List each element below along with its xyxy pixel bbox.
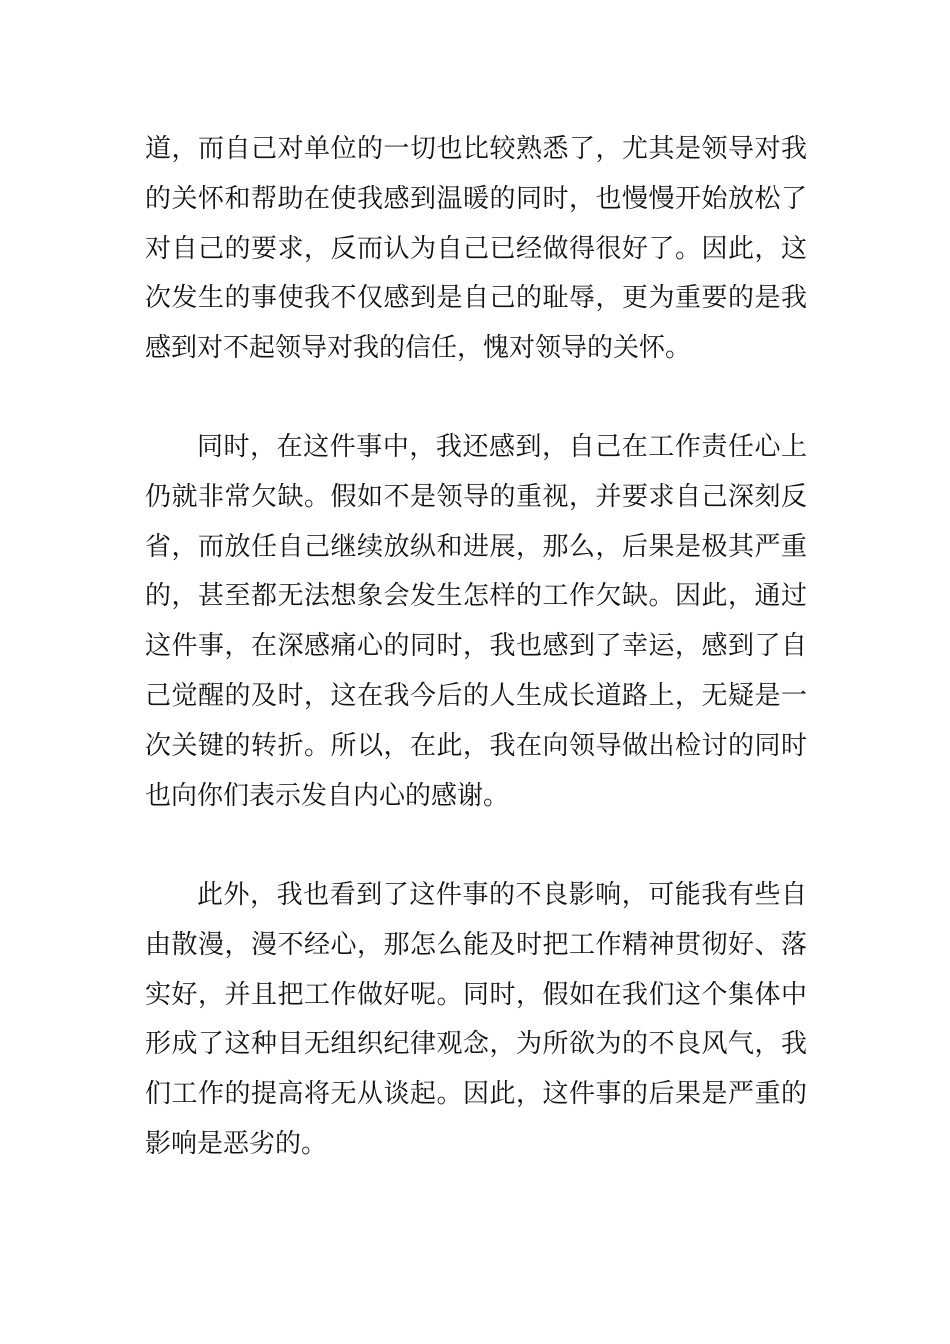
- paragraph-responsibility: 同时，在这件事中，我还感到，自己在工作责任心上仍就非常欠缺。假如不是领导的重视，并要求自己深刻反省，而放任自己继续放纵和进展，那么，后果是极其严重的，甚至都无法想象会发生怎样的工作欠缺。因此，通过这件事，在深感痛心的同时，我也感到了幸运，感到了自己觉醒的及时，这在我今后的人生成长道路上，无疑是一次关键的转折。所以，在此，我在向领导做出检讨的同时也向你们表示发自内心的感谢。: [145, 432, 807, 811]
- paragraph-continuation: 道，而自己对单位的一切也比较熟悉了，尤其是领导对我的关怀和帮助在使我感到温暖的同时，也慢慢开始放松了对自己的要求，反而认为自己已经做得很好了。因此，这次发生的事使我不仅感到是自己的耻辱，更为重要的是我感到对不起领导对我的信任，愧对领导的关怀。: [145, 134, 807, 364]
- paragraph-impact: 此外，我也看到了这件事的不良影响，可能我有些自由散漫，漫不经心，那怎么能及时把工作精神贯彻好、落实好，并且把工作做好呢。同时，假如在我们这个集体中形成了这种目无组织纪律观念，为所欲为的不良风气，我们工作的提高将无从谈起。因此，这件事的后果是严重的影响是恶劣的。: [145, 880, 807, 1159]
